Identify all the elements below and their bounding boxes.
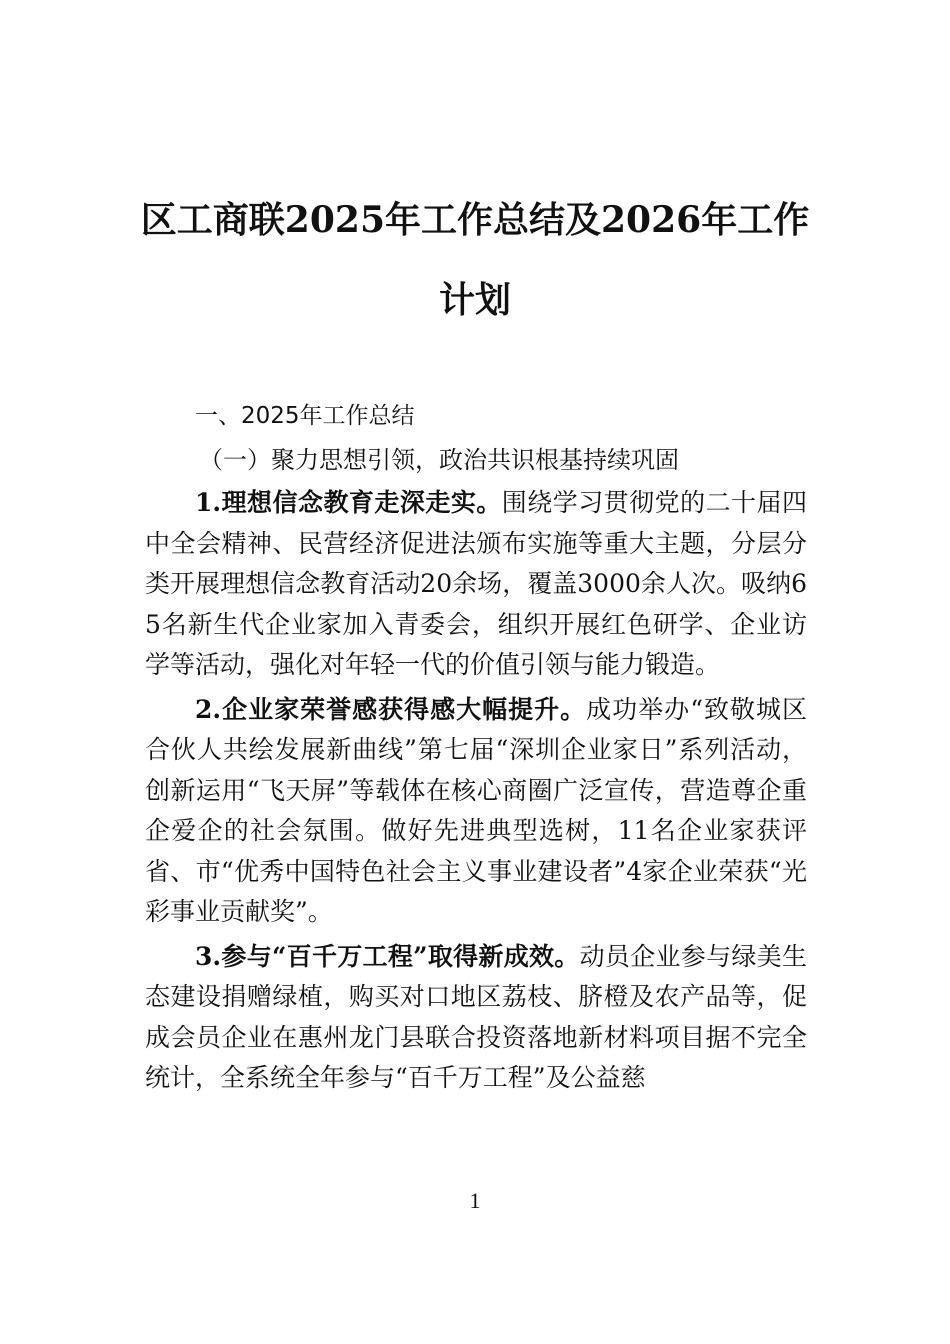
paragraph-1 xyxy=(145,483,807,686)
paragraph-2-text: 成功举办“致敬城区合伙人共绘发展新曲线”第七届“深圳企业家日”系列活动，创新运用“飞天屏”等载体在核心商圈广泛宣传，营造尊企重企爱企的社会氛围。做好先进典型选树，11名企业家获评省、市“优秀中国特色社会主义事业建设者”4家企业荣获“光彩事业贡献奖”。 xyxy=(145,694,807,926)
paragraph-3-lead: 3.参与“百千万工程”取得新成效。 xyxy=(195,941,580,971)
paragraph-2-lead: 2.企业家荣誉感获得感大幅提升。 xyxy=(195,694,587,724)
document-body xyxy=(145,396,807,1103)
paragraph-1-text: 围绕学习贯彻党的二十届四中全会精神、民营经济促进法颁布实施等重大主题，分层分类开展理想信念教育活动20余场，覆盖3000余人次。吸纳65名新生代企业家加入青委会，组织开展红色研学、企业访学等活动，强化对年轻一代的价值引领与能力锻造。 xyxy=(145,488,807,679)
section-heading: 一、2025年工作总结 xyxy=(195,403,415,429)
paragraph-2 xyxy=(145,690,807,933)
paragraph-1-lead: 1.理想信念教育走深走实。 xyxy=(195,488,502,517)
page-number: 1 xyxy=(469,1188,481,1213)
paragraph-3 xyxy=(145,937,807,1099)
document-title: 区工商联2025年工作总结及2026年工作计划 xyxy=(140,199,810,321)
paragraph-3-text: 动员企业参与绿美生态建设捐赠绿植，购买对口地区荔枝、脐橙及农产品等，促成会员企业在惠州龙门县联合投资落地新材料项目据不完全统计，全系统全年参与“百千万工程”及公益慈 xyxy=(145,941,807,1092)
subsection-heading: （一）聚力思想引领，政治共识根基持续巩固 xyxy=(199,445,679,474)
